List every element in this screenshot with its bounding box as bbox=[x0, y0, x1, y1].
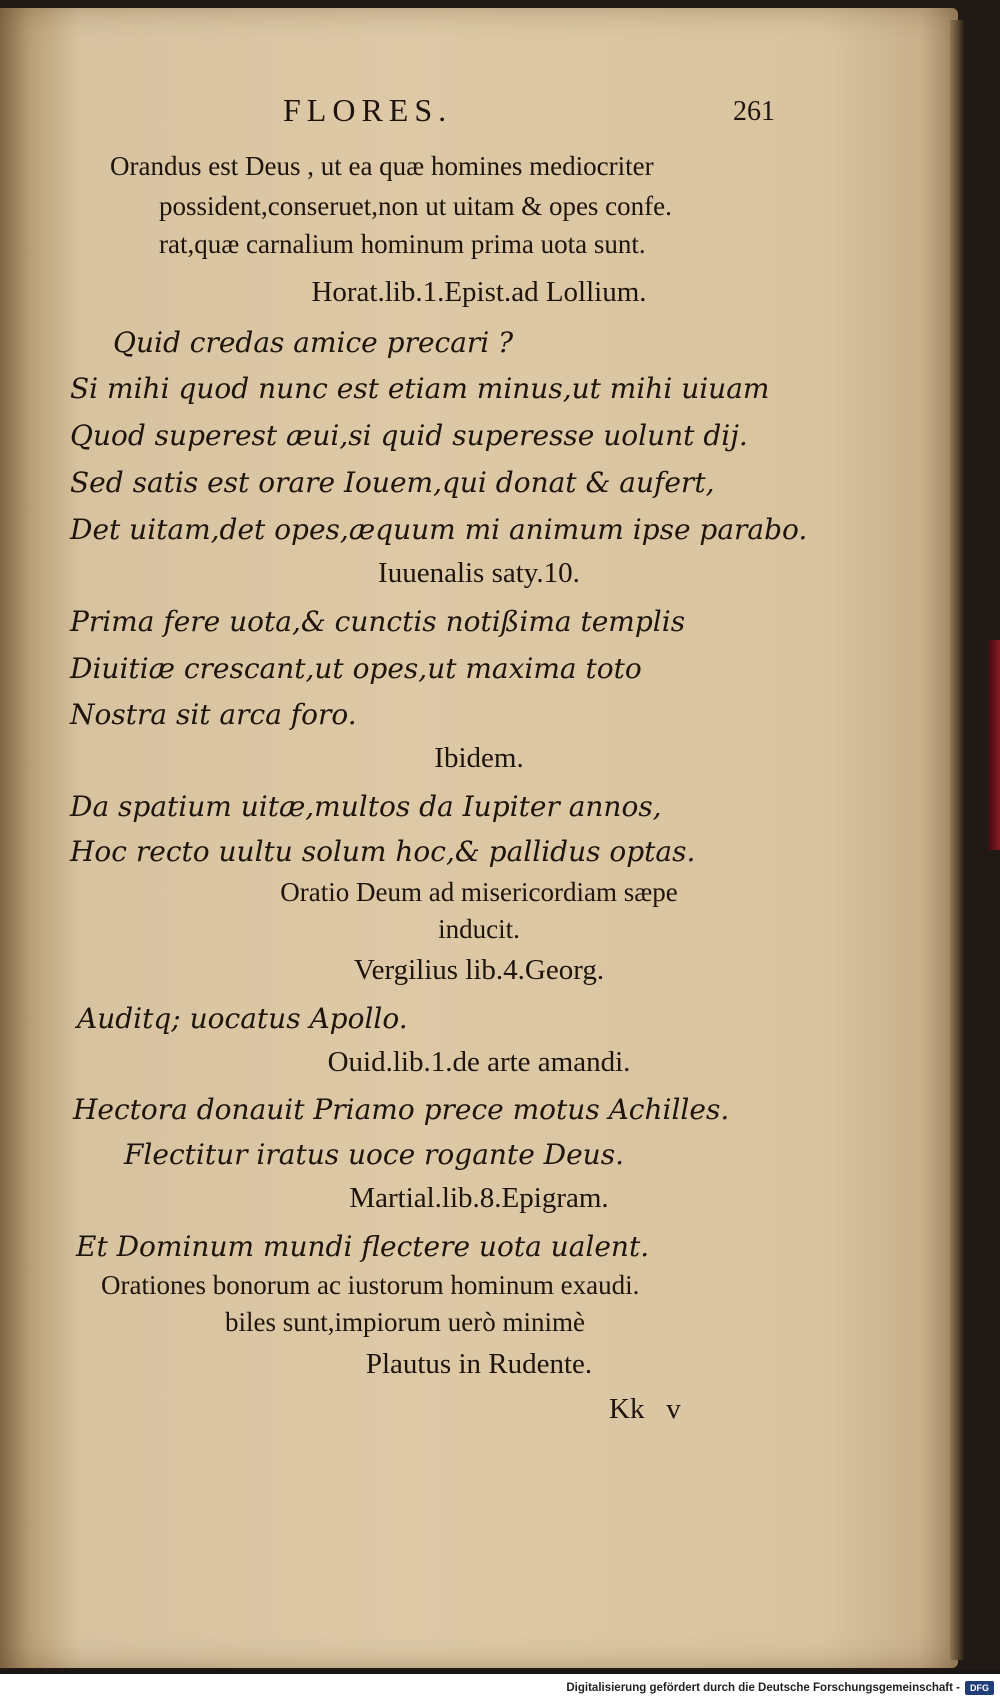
source-heading: Iuuenalis saty.10. bbox=[378, 557, 580, 589]
footer-credit-text: Digitalisierung gefördert durch die Deutsche Forschungsgemeinschaft - bbox=[566, 1682, 960, 1694]
verse-line: Auditq; uocatus Apollo. bbox=[77, 1002, 408, 1035]
verse-line: Det uitam,det opes,æquum mi animum ipse parabo. bbox=[70, 513, 808, 546]
verse-line: Hoc recto uultu solum hoc,& pallidus optas. bbox=[70, 835, 696, 868]
source-heading: Vergilius lib.4.Georg. bbox=[353, 954, 605, 986]
verse-line: Quod superest æui,si quid superesse uolunt dij. bbox=[70, 419, 748, 452]
paragraph-line: rat,quæ carnalium hominum prima uota sunt. bbox=[159, 229, 646, 259]
red-bookmark-strip bbox=[988, 640, 1000, 850]
digitization-footer bbox=[0, 1674, 1000, 1703]
verse-line: Nostra sit arca foro. bbox=[70, 698, 357, 731]
signature-mark: Kk v bbox=[609, 1393, 681, 1425]
source-heading: Horat.lib.1.Epist.ad Lollium. bbox=[311, 276, 647, 308]
dfg-logo: DFG bbox=[965, 1681, 994, 1695]
topic-heading-line: Oratio Deum ad misericordiam sæpe bbox=[280, 877, 678, 907]
topic-heading-line: biles sunt,impiorum uerò minimè bbox=[225, 1307, 585, 1337]
source-heading: Ibidem. bbox=[434, 742, 524, 774]
book-page bbox=[0, 8, 958, 1668]
source-heading: Martial.lib.8.Epigram. bbox=[349, 1182, 609, 1214]
verse-line: Diuitiæ crescant,ut opes,ut maxima toto bbox=[70, 652, 642, 685]
running-head: FLORES. bbox=[283, 92, 453, 128]
verse-line: Hectora donauit Priamo prece motus Achilles. bbox=[73, 1093, 730, 1126]
verse-line: Da spatium uitæ,multos da Iupiter annos, bbox=[70, 790, 662, 823]
verse-line: Et Dominum mundi flectere uota ualent. bbox=[76, 1230, 650, 1263]
topic-heading-line: inducit. bbox=[438, 914, 520, 944]
page-edge-shadow bbox=[950, 20, 964, 1660]
paragraph-line: Orandus est Deus , ut ea quæ homines mediocriter bbox=[110, 151, 654, 181]
verse-line: Prima fere uota,& cunctis notißima templis bbox=[70, 605, 686, 638]
source-heading: Plautus in Rudente. bbox=[365, 1348, 593, 1380]
verse-line: Sed satis est orare Iouem,qui donat & aufert, bbox=[70, 466, 715, 499]
topic-heading-line: Orationes bonorum ac iustorum hominum exaudi. bbox=[101, 1270, 640, 1300]
page-number: 261 bbox=[733, 96, 775, 127]
verse-line: Flectitur iratus uoce rogante Deus. bbox=[124, 1138, 624, 1171]
verse-line: Quid credas amice precari ? bbox=[113, 326, 514, 359]
source-heading: Ouid.lib.1.de arte amandi. bbox=[327, 1046, 631, 1078]
verse-line: Si mihi quod nunc est etiam minus,ut mihi uiuam bbox=[70, 372, 770, 405]
paragraph-line: possident,conseruet,non ut uitam & opes confe. bbox=[159, 191, 672, 221]
